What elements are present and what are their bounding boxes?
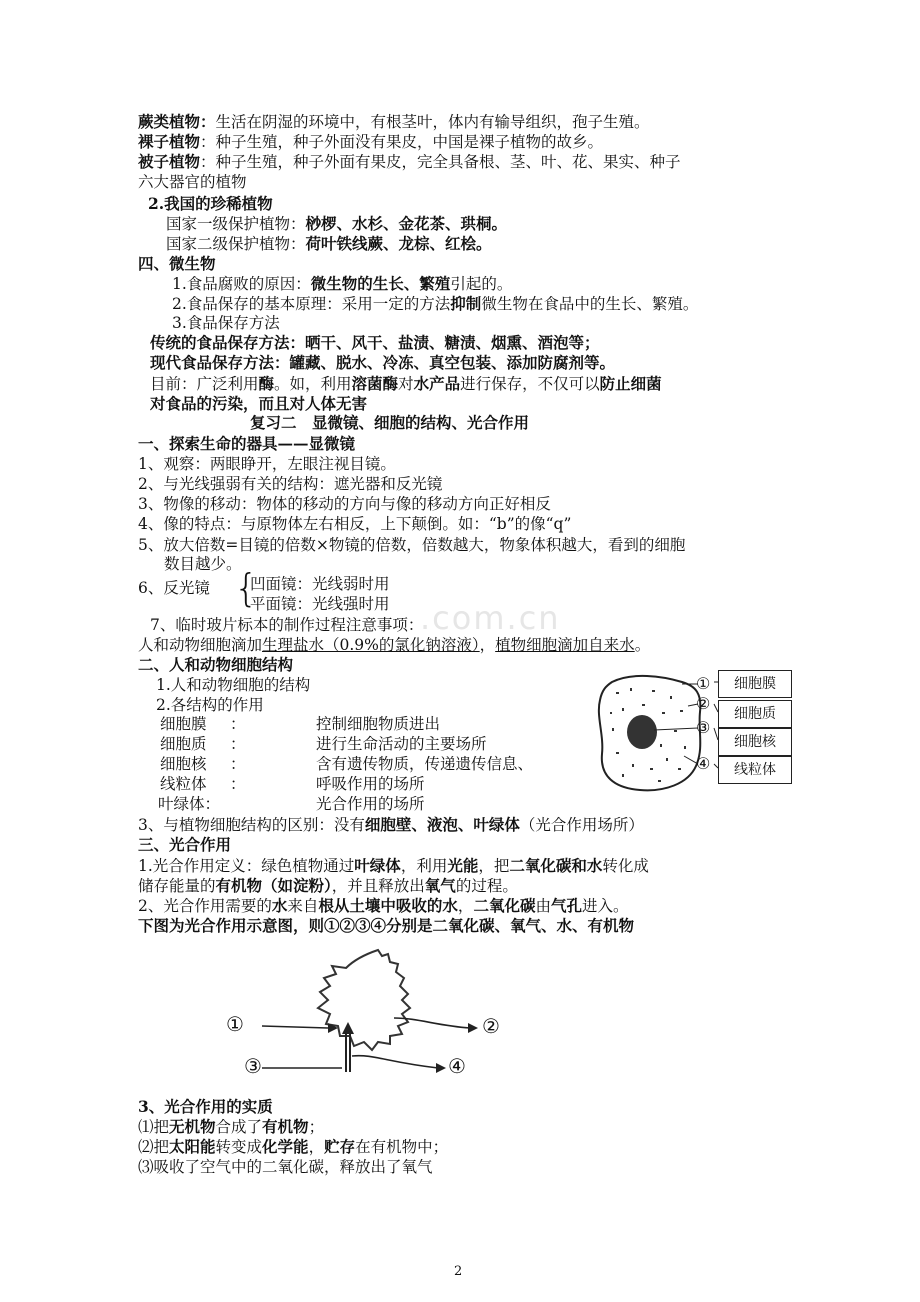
photo-mark-4: ④ [448, 1054, 466, 1078]
watermark: .com.cn [420, 599, 561, 637]
cell-difference [138, 815, 644, 835]
rare-level1-value: 桫椤、水杉、金花茶、珙桐。 [305, 214, 508, 233]
modern-methods: 现代食品保存方法：罐藏、脱水、冷冻、真空包装、添加防腐剂等。 [150, 353, 616, 372]
photo-diagram-caption: 下图为光合作用示意图，则①②③④分别是二氧化碳、氧气、水、有机物 [138, 916, 635, 935]
row-func: 进行生命活动的主要场所 [316, 735, 487, 753]
row-colon: ： [230, 735, 246, 753]
enzyme-g: 进行保存，不仅可以 [460, 375, 600, 393]
angio-line-2: 六大器官的植物 [138, 173, 247, 191]
animal-cell-diagram [592, 668, 794, 800]
def2-d: 氧气 [424, 876, 456, 895]
row-colon: ： [230, 755, 246, 773]
e2-a: ⑵把 [138, 1138, 170, 1156]
gymno-term: 裸子植物 [138, 132, 201, 151]
micro-item2 [172, 294, 698, 314]
p2-i: 进入。 [581, 897, 629, 915]
micro-item2-b: 抑制 [450, 294, 482, 313]
microscope-p2: 2、与光线强弱有关的结构：遮光器和反光镜 [138, 475, 443, 493]
fern-term: 蕨类植物： [138, 112, 216, 131]
e1-c: 合成了 [215, 1118, 263, 1136]
e2-g: 在有机物中； [355, 1138, 449, 1156]
cell-mark-3: ③ [696, 718, 711, 737]
e1-d: 有机物 [262, 1117, 309, 1136]
p2-b: 水 [271, 896, 288, 915]
row-colon: ： [230, 715, 246, 733]
cell-sub1: 1.人和动物细胞的结构 [156, 676, 311, 694]
review-title: 复习二 显微镜、细胞的结构、光合作用 [250, 413, 530, 432]
enzyme-e: 对 [398, 375, 414, 393]
p7-d: 植物细胞滴加自来水 [495, 636, 635, 654]
diff-c: （光合作用场所） [519, 816, 644, 834]
cell-mark-1: ① [696, 674, 711, 693]
cell-mark-4: ④ [696, 754, 711, 773]
fern-line [138, 112, 650, 132]
rare-level1-label: 国家一级保护植物： [166, 215, 306, 233]
photo-mark-1: ① [226, 1012, 244, 1036]
e2-c: 转变成 [215, 1138, 263, 1156]
photo-mark-2: ② [482, 1014, 500, 1038]
microscope-p5-cont: 数目越少。 [164, 555, 242, 573]
cell-heading: 二、人和动物细胞结构 [138, 655, 294, 674]
micro-item1-c: 引起的。 [450, 275, 513, 293]
cell-function-table [158, 714, 588, 814]
def-d: 光能 [447, 856, 479, 875]
label-nucleus: 细胞核 [718, 728, 792, 756]
enzyme-f: 水产品 [413, 374, 461, 393]
def2-a: 储存能量的 [138, 877, 216, 895]
p2-d: 根从土壤中吸收的水 [318, 896, 458, 915]
p7-e: 。 [634, 636, 651, 654]
enzyme-c: 。如，利用 [274, 375, 352, 393]
enzyme-h: 防止细菌 [599, 374, 662, 393]
row-name: 线粒体 [160, 775, 207, 793]
photo-heading: 三、光合作用 [138, 835, 232, 854]
e1-b: 无机物 [169, 1117, 216, 1136]
def-c: ，利用 [400, 857, 448, 875]
microscope-p6: 6、反光镜 [138, 579, 210, 597]
p2-h: 气孔 [550, 896, 582, 915]
gymno-line [138, 132, 603, 152]
rare-heading: 2.我国的珍稀植物 [148, 194, 273, 213]
label-cell-membrane: 细胞膜 [718, 670, 792, 698]
angio-text: ：种子生殖，种子外面有果皮，完全具备根、茎、叶、花、果实、种子 [200, 153, 681, 171]
photo-essence-3: ⑶吸收了空气中的二氧化碳，释放出了氧气 [138, 1158, 433, 1176]
row-func: 光合作用的场所 [316, 795, 425, 813]
enzyme-a: 目前：广泛利用 [150, 375, 259, 393]
def-a: 1.光合作用定义：绿色植物通过 [138, 857, 355, 875]
p2-a: 2、光合作用需要的 [138, 897, 272, 915]
rare-level2 [166, 234, 492, 254]
concave-mirror: 凹面镜：光线弱时用 [250, 575, 390, 593]
photosynthesis-diagram [218, 942, 508, 1087]
def2-b: 有机物（如淀粉） [215, 876, 332, 895]
microscope-heading: 一、探索生命的器具——显微镜 [138, 434, 356, 453]
micro-item1-b: 微生物的生长、繁殖 [310, 274, 451, 293]
p7-b: 生理盐水（0.9%的氯化钠溶液） [262, 636, 480, 654]
p2-c: 来自 [287, 897, 319, 915]
photo-essence-1 [138, 1117, 324, 1137]
rare-level2-value: 荷叶铁线蕨、龙棕、红桧。 [305, 234, 492, 253]
photo-mark-3: ③ [244, 1054, 262, 1078]
curly-brace: { [234, 566, 259, 610]
fern-text: 生活在阴湿的环境中，有根茎叶，体内有输导组织，孢子生殖。 [215, 113, 650, 131]
traditional-methods: 传统的食品保存方法：晒干、风干、盐渍、糖渍、烟熏、酒泡等； [150, 333, 600, 352]
row-name: 叶绿体： [158, 795, 221, 813]
e2-b: 太阳能 [169, 1137, 216, 1156]
row-func: 控制细胞物质进出 [316, 715, 441, 733]
cell-label-column [718, 670, 792, 786]
row-func: 呼吸作用的场所 [316, 775, 425, 793]
e2-f: 贮存 [324, 1137, 356, 1156]
row-func: 含有遗传物质，传递遗传信息、 [316, 755, 534, 773]
cell-mark-2: ② [696, 694, 711, 713]
gymno-text: ：种子生殖，种子外面没有果皮，中国是裸子植物的故乡。 [200, 133, 604, 151]
def2-e: 的过程。 [455, 877, 518, 895]
micro-item1-a: 1.食品腐败的原因： [172, 275, 311, 293]
p2-f: 二氧化碳 [473, 896, 536, 915]
e1-e: ； [308, 1118, 325, 1136]
label-mitochondria: 线粒体 [718, 756, 792, 784]
def2-c: ，并且释放出 [331, 877, 425, 895]
photo-essence-2 [138, 1137, 448, 1157]
def-f: 二氧化碳和水 [509, 856, 603, 875]
microscope-p1: 1、观察：两眼睁开，左眼注视目镜。 [138, 455, 396, 473]
rare-level2-label: 国家二级保护植物： [166, 235, 306, 253]
photo-definition [138, 856, 649, 876]
diff-a: 3、与植物细胞结构的区别：没有 [138, 816, 365, 834]
flat-mirror: 平面镜：光线强时用 [250, 595, 390, 613]
row-name: 细胞核 [160, 755, 207, 773]
photo-definition-2 [138, 876, 518, 896]
angio-term: 被子植物 [138, 152, 201, 171]
micro-item2-a: 2.食品保存的基本原理：采用一定的方法 [172, 295, 451, 313]
microscope-p3: 3、物像的移动：物体的移动的方向与像的移动方向正好相反 [138, 495, 551, 513]
diff-b: 细胞壁、液泡、叶绿体 [364, 815, 520, 834]
photo-essence-heading: 3、光合作用的实质 [138, 1097, 273, 1116]
enzyme-line-2: 对食品的污染，而且对人体无害 [150, 394, 368, 413]
row-name: 细胞质 [160, 735, 207, 753]
microscope-p7-detail [138, 635, 650, 655]
enzyme-line [150, 374, 662, 394]
label-cytoplasm: 细胞质 [718, 700, 792, 728]
micro-item1 [172, 274, 512, 294]
e1-a: ⑴把 [138, 1118, 170, 1136]
def-e: ，把 [478, 857, 510, 875]
rare-level1 [166, 214, 507, 234]
e2-e: ， [308, 1138, 325, 1156]
enzyme-b: 酶 [258, 374, 275, 393]
row-name: 细胞膜 [160, 715, 207, 733]
row-colon: ： [230, 775, 246, 793]
micro-item2-c: 微生物在食品中的生长、繁殖。 [481, 295, 699, 313]
e2-d: 化学能 [262, 1137, 309, 1156]
micro-item3: 3.食品保存方法 [172, 314, 280, 332]
microscope-p4: 4、像的特点：与原物体左右相反，上下颠倒。如：“b”的像“q” [138, 515, 572, 533]
p2-g: 由 [535, 897, 551, 915]
p2-e: ， [457, 897, 474, 915]
def-g: 转化成 [602, 857, 649, 875]
p7-c: ， [479, 636, 496, 654]
angio-line [138, 152, 681, 172]
micro-heading: 四、微生物 [138, 254, 216, 273]
cell-sub2: 2.各结构的作用 [156, 696, 264, 714]
microscope-p5: 5、放大倍数=目镜的倍数×物镜的倍数，倍数越大，物象体积越大，看到的细胞 [138, 536, 686, 554]
page-number: 2 [454, 1264, 463, 1279]
photo-water-co2 [138, 896, 629, 916]
microscope-p7: 7、临时玻片标本的制作过程注意事项： [150, 616, 424, 634]
enzyme-d: 溶菌酶 [351, 374, 399, 393]
def-b: 叶绿体 [354, 856, 401, 875]
p7-a: 人和动物细胞滴加 [138, 636, 263, 654]
